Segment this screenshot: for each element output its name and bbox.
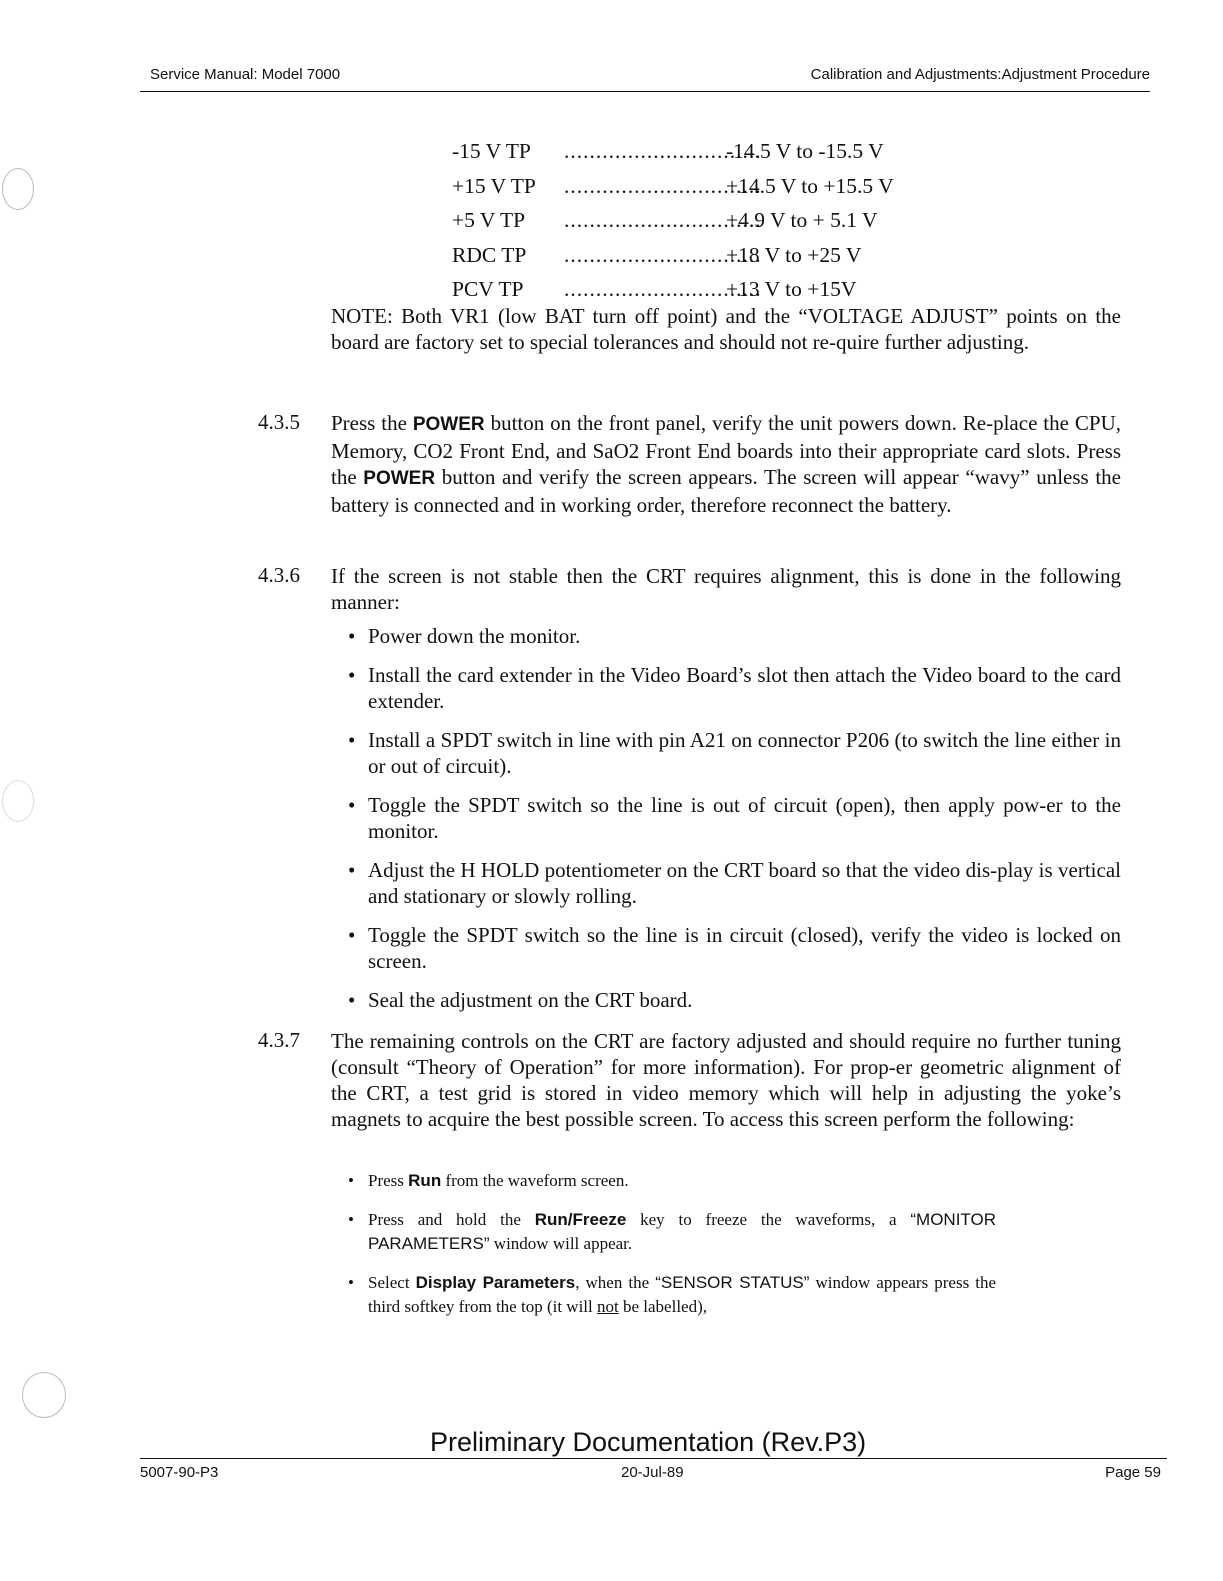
preliminary-banner: Preliminary Documentation (Rev.P3)	[430, 1427, 867, 1457]
bullet: •	[348, 858, 356, 882]
list-item-text: Install a SPDT switch in line with pin A21 on connector P206 (to switch the line either in or out of circuit).	[368, 728, 1121, 778]
window-name: “MONITOR PARAMETERS”	[368, 1210, 996, 1253]
test-point-value: +4.9 V to + 5.1 V	[726, 208, 878, 232]
list-item	[346, 1169, 996, 1193]
text-run: window will appear.	[489, 1234, 633, 1253]
list-item	[346, 1271, 996, 1319]
scan-artifact	[22, 1372, 66, 1418]
text-run: from the waveform screen.	[441, 1171, 629, 1190]
test-point-row	[452, 134, 894, 169]
text-run: Press and hold the	[368, 1210, 535, 1229]
section-number: 4.3.5	[258, 410, 300, 434]
list-item	[346, 623, 1121, 649]
key-name: POWER	[412, 414, 485, 435]
test-point-value: +13 V to +15V	[726, 277, 857, 301]
leader-dots: ...............................	[564, 242, 762, 267]
list-item	[346, 987, 1121, 1013]
text-run: button on the front panel, verify the unit powers down. Re-place the CPU, Memory, CO2 Front End, and SaO2 Front End boards into their appropriate card slots. Press the	[331, 411, 1121, 489]
key-name: Run/Freeze	[534, 1210, 627, 1229]
text-run: Select	[368, 1273, 416, 1292]
scan-artifact	[2, 780, 34, 822]
footer-rule	[140, 1458, 1167, 1459]
list-item	[346, 662, 1121, 714]
page-number: Page 59	[1105, 1464, 1161, 1481]
list-item-text: Toggle the SPDT switch so the line is in circuit (closed), verify the video is locked on screen.	[368, 923, 1121, 973]
note-paragraph: NOTE: Both VR1 (low BAT turn off point) and the “VOLTAGE ADJUST” points on the board are factory set to special tolerances and should not re-quire further adjusting.	[331, 304, 1121, 354]
section-paragraph: The remaining controls on the CRT are factory adjusted and should require no further tuning (consult “Theory of Operation” for more information). For prop-er geometric alignment of the CRT, a test grid is stored in video memory which will help in adjusting the yoke’s magnets to acquire the best possible screen. To access this screen perform the following:	[331, 1029, 1121, 1131]
list-item-text: Toggle the SPDT switch so the line is out of circuit (open), then apply pow-er to the monitor.	[368, 793, 1121, 843]
test-point-name: +5 V TP	[452, 208, 526, 232]
test-point-name: RDC TP	[452, 242, 527, 267]
section-paragraph	[331, 410, 1121, 518]
list-item-text: Seal the adjustment on the CRT board.	[368, 988, 693, 1012]
bullet: •	[348, 1210, 354, 1229]
bullet: •	[348, 988, 356, 1012]
leader-dots: ...............................	[564, 173, 762, 198]
header-right: Calibration and Adjustments:Adjustment Procedure	[810, 66, 1150, 83]
procedure-list	[346, 623, 1121, 1026]
section-paragraph: If the screen is not stable then the CRT requires alignment, this is done in the following manner:	[331, 564, 1121, 614]
list-item	[346, 727, 1121, 779]
text-run: , when the	[575, 1273, 656, 1292]
test-point-row	[452, 203, 894, 238]
text-run: Press the	[331, 411, 413, 435]
test-point-value: +18 V to +25 V	[726, 242, 862, 267]
list-item	[346, 857, 1121, 909]
leader-dots: ...............................	[564, 139, 762, 163]
text-run: Press	[368, 1171, 409, 1190]
bullet: •	[348, 1273, 354, 1292]
test-point-value: -14.5 V to -15.5 V	[726, 139, 884, 163]
bullet: •	[348, 728, 356, 752]
access-steps-list	[346, 1169, 996, 1334]
bullet: •	[348, 1171, 354, 1190]
text-run: be labelled),	[618, 1297, 707, 1316]
bullet: •	[348, 624, 356, 648]
test-point-value: +14.5 V to +15.5 V	[726, 173, 894, 198]
footer-date: 20-Jul-89	[621, 1464, 684, 1481]
list-item	[346, 792, 1121, 844]
leader-dots: ...............................	[564, 208, 762, 232]
text-run: button and verify the screen appears. The screen will appear “wavy” unless the battery is connected and in working order, therefore reconnect the battery.	[331, 465, 1121, 517]
list-item-text: Adjust the H HOLD potentiometer on the CRT board so that the video dis-play is vertical and stationary or slowly rolling.	[368, 858, 1121, 908]
test-point-name: PCV TP	[452, 277, 524, 301]
section-number: 4.3.7	[258, 1028, 300, 1052]
test-point-name: +15 V TP	[452, 173, 536, 198]
section-number: 4.3.6	[258, 563, 300, 587]
header-left: Service Manual: Model 7000	[150, 66, 341, 83]
text-run: window appears press the third softkey from the top (it will	[368, 1273, 996, 1316]
header-rule	[140, 91, 1150, 92]
list-item-text: Power down the monitor.	[368, 624, 581, 648]
list-item-text: Install the card extender in the Video Board’s slot then attach the Video board to the card extender.	[368, 663, 1121, 713]
bullet: •	[348, 793, 356, 817]
test-point-name: -15 V TP	[452, 139, 531, 163]
document-number: 5007-90-P3	[140, 1464, 219, 1481]
key-name: Run	[408, 1171, 442, 1190]
key-name: Display Parameters	[415, 1273, 576, 1292]
test-point-table	[452, 134, 894, 307]
scan-artifact	[2, 168, 34, 210]
leader-dots: ...............................	[564, 277, 762, 301]
underlined-word: not	[597, 1297, 619, 1316]
test-point-row	[452, 238, 894, 273]
window-name: “SENSOR STATUS”	[655, 1273, 810, 1292]
test-point-row	[452, 272, 894, 307]
list-item	[346, 1208, 996, 1256]
bullet: •	[348, 923, 356, 947]
key-name: POWER	[363, 468, 436, 489]
text-run: key to freeze the waveforms, a	[626, 1210, 911, 1229]
bullet: •	[348, 663, 356, 687]
test-point-row	[452, 169, 894, 204]
list-item	[346, 922, 1121, 974]
